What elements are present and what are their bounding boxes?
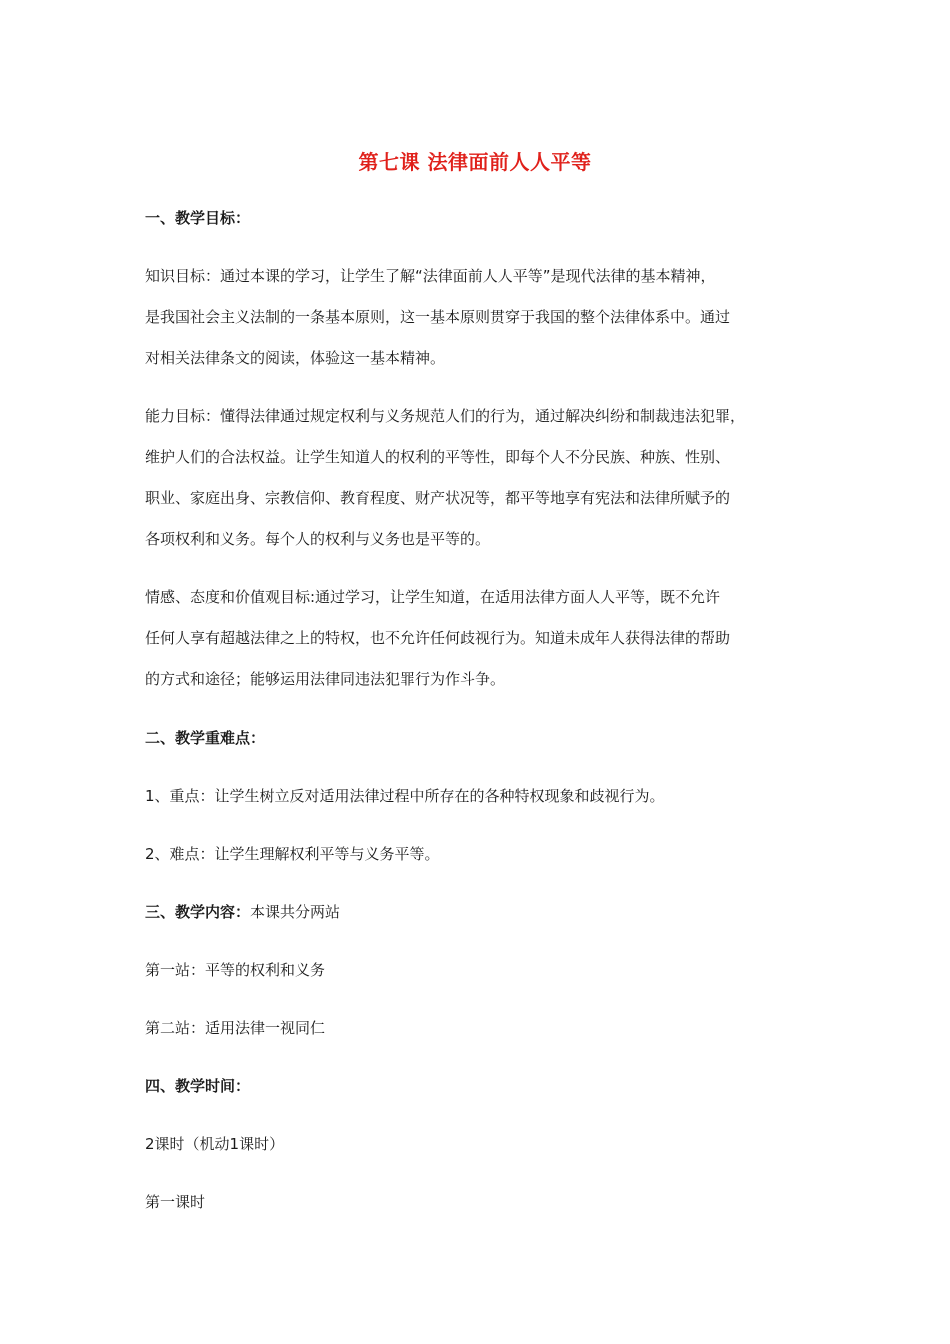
key-point: 1、重点：让学生树立反对适用法律过程中所存在的各种特权现象和歧视行为。 <box>145 787 665 805</box>
time-allocation: 2课时（机动1课时） <box>145 1135 285 1153</box>
section-heading-key-points: 二、教学重难点： <box>145 729 266 747</box>
ability-objective-line-3: 职业、家庭出身、宗教信仰、教育程度、财产状况等，都平等地享有宪法和法律所赋予的 <box>145 489 731 507</box>
section-content <box>145 902 340 922</box>
station-1: 第一站：平等的权利和义务 <box>145 961 326 979</box>
station-2: 第二站：适用法律一视同仁 <box>145 1019 326 1037</box>
emotion-objective-line-3: 的方式和途径；能够运用法律同违法犯罪行为作斗争。 <box>145 670 506 688</box>
lesson-title: 第七课 法律面前人人平等 <box>358 150 592 174</box>
difficult-point: 2、难点：让学生理解权利平等与义务平等。 <box>145 845 440 863</box>
emotion-objective-line-1: 情感、态度和价值观目标:通过学习，让学生知道，在适用法律方面人人平等，既不允许 <box>145 588 721 606</box>
content-summary: 本课共分两站 <box>250 903 341 921</box>
ability-objective-line-1: 能力目标：懂得法律通过规定权利与义务规范人们的行为，通过解决纠纷和制裁违法犯罪， <box>145 407 746 425</box>
ability-objective-line-2: 维护人们的合法权益。让学生知道人的权利的平等性，即每个人不分民族、种族、性别、 <box>145 448 731 466</box>
first-period: 第一课时 <box>145 1193 206 1211</box>
section-heading-time: 四、教学时间： <box>145 1077 251 1095</box>
emotion-objective-line-2: 任何人享有超越法律之上的特权，也不允许任何歧视行为。知道未成年人获得法律的帮助 <box>145 629 731 647</box>
knowledge-objective-line-3: 对相关法律条文的阅读，体验这一基本精神。 <box>145 349 446 367</box>
section-heading-content: 三、教学内容： <box>145 903 251 921</box>
knowledge-objective-line-1: 知识目标：通过本课的学习，让学生了解“法律面前人人平等”是现代法律的基本精神， <box>145 267 716 285</box>
knowledge-objective-line-2: 是我国社会主义法制的一条基本原则，这一基本原则贯穿于我国的整个法律体系中。通过 <box>145 308 731 326</box>
section-heading-objectives: 一、教学目标： <box>145 209 251 227</box>
ability-objective-line-4: 各项权利和义务。每个人的权利与义务也是平等的。 <box>145 530 491 548</box>
